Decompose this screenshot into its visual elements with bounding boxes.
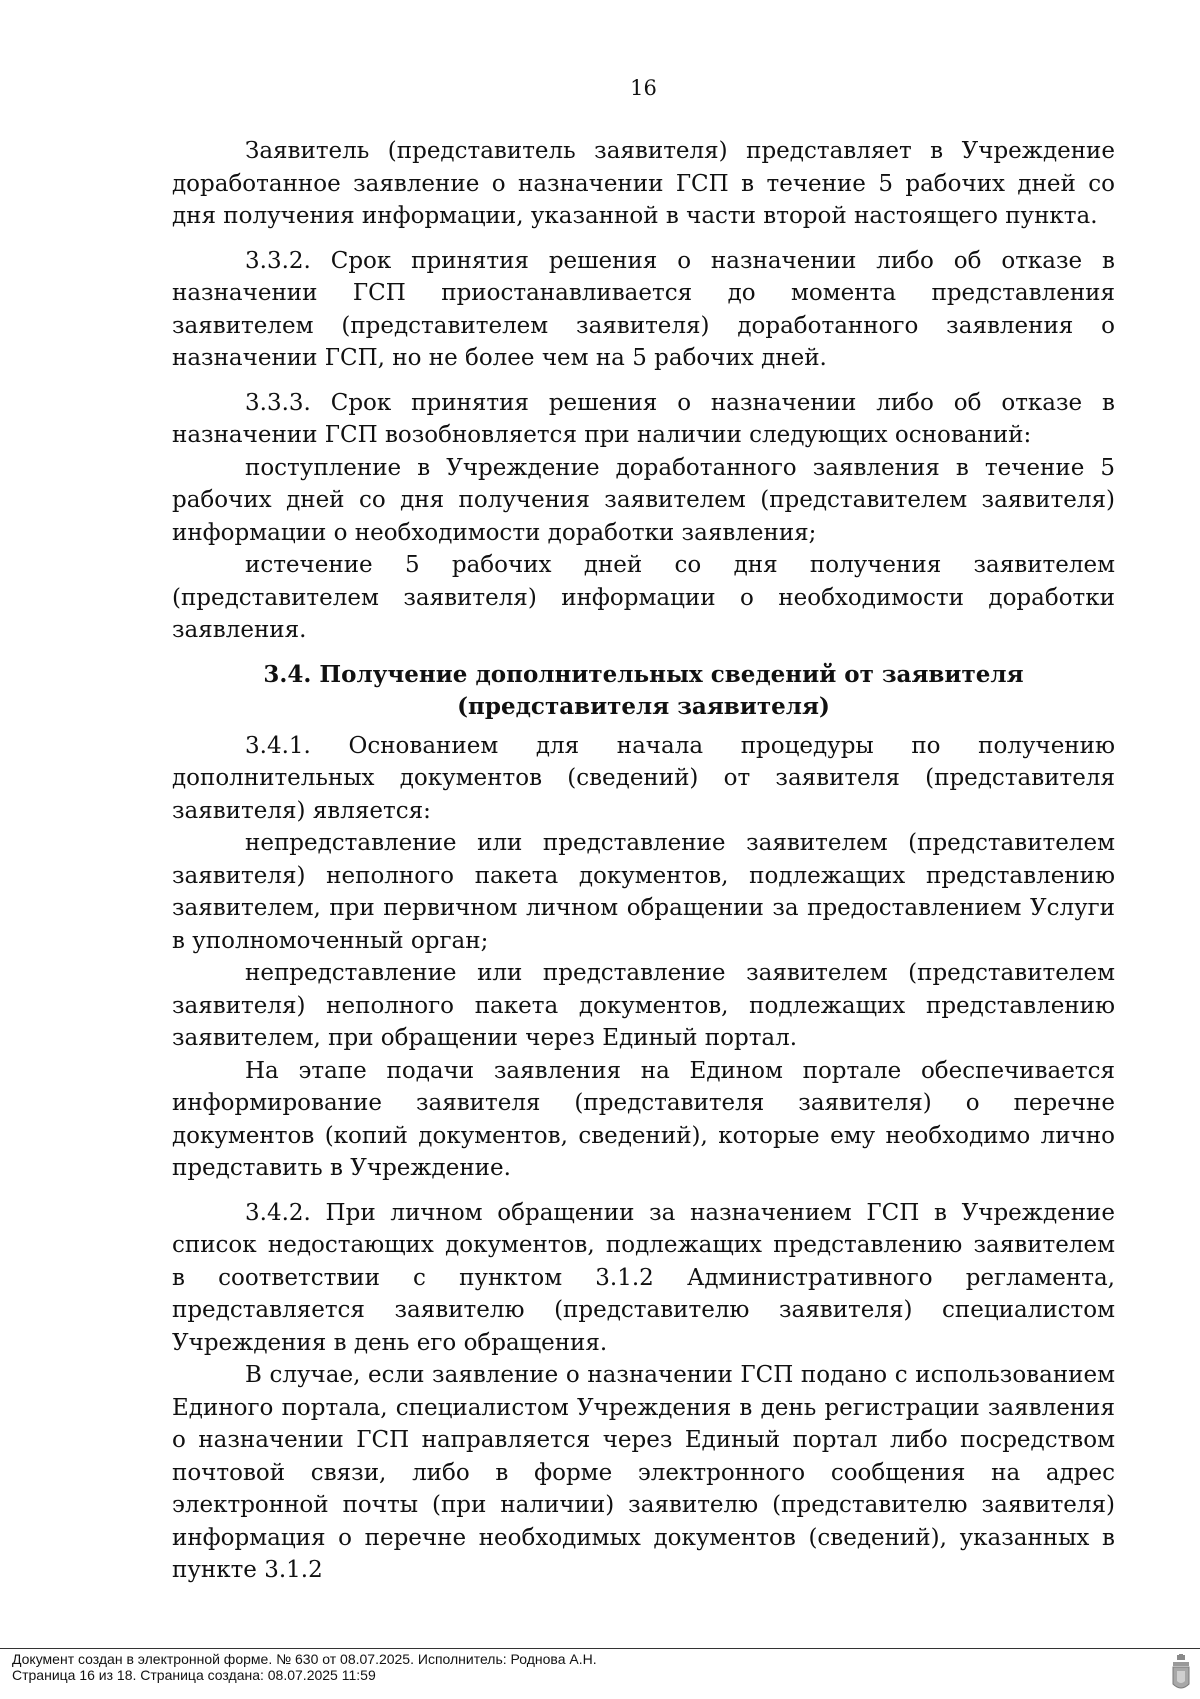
coat-of-arms-icon <box>1170 1654 1192 1694</box>
footer-text <box>12 1651 597 1683</box>
paragraph-portal-case: В случае, если заявление о назначении ГСП подано с использованием Единого портала, специалистом Учреждения в день регистрации заявления о назначении ГСП направляется через Единый портал либо посредством почтовой связи, либо в форме электронного сообщения на адрес электронной почты (при наличии) заявителю (представителю заявителя) информация о перечне необходимых документов (сведений), указанных в пункте 3.1.2 <box>172 1362 1115 1583</box>
paragraph-ground-receipt: поступление в Учреждение доработанного заявления в течение 5 рабочих дней со дня получения заявителем (представителем заявителя) информации о необходимости доработки заявления; <box>172 454 1115 546</box>
section-heading-3-4: 3.4. Получение дополнительных сведений от заявителя (представителя заявителя) <box>263 660 1024 720</box>
paragraph-case-portal: непредставление или представление заявителем (представителем заявителя) неполного пакета документов, подлежащих представлению заявителем, при обращении через Единый портал. <box>172 960 1115 1051</box>
document-footer <box>0 1648 1200 1699</box>
paragraph-portal-informing: На этапе подачи заявления на Едином портале обеспечивается информирование заявителя (представителя заявителя) о перечне документов (копий документов, сведений), которые ему необходимо лично представить в Учреждение. <box>172 1057 1115 1181</box>
page-number: 16 <box>630 76 657 100</box>
paragraph-3-3-2: 3.3.2. Срок принятия решения о назначении либо об отказе в назначении ГСП приостанавливается до момента представления заявителем (представителем заявителя) доработанного заявления о назначении ГСП, но не более чем на 5 рабочих дней. <box>172 247 1115 371</box>
footer-page-info: Страница 16 из 18. Страница создана: 08.07.2025 11:59 <box>12 1667 376 1683</box>
footer-document-info: Документ создан в электронной форме. № 630 от 08.07.2025. Исполнитель: Роднова А.Н. <box>12 1651 597 1667</box>
paragraph-3-4-1: 3.4.1. Основанием для начала процедуры по получению дополнительных документов (сведений) от заявителя (представителя заявителя) является: <box>172 732 1115 824</box>
paragraph-3-4-2: 3.4.2. При личном обращении за назначением ГСП в Учреждение список недостающих документов, подлежащих представлению заявителем в соответствии с пунктом 3.1.2 Административного регламента, представляется заявителю (представителю заявителя) специалистом Учреждения в день его обращения. <box>172 1199 1115 1356</box>
paragraph-ground-expiry: истечение 5 рабочих дней со дня получения заявителем (представителем заявителя) информации о необходимости доработки заявления. <box>172 552 1115 643</box>
document-body <box>172 135 1115 1587</box>
paragraph-applicant-submission: Заявитель (представитель заявителя) представляет в Учреждение доработанное заявление о назначении ГСП в течение 5 рабочих дней со дня получения информации, указанной в части второй настоящего пункта. <box>172 138 1115 229</box>
paragraph-3-3-3: 3.3.3. Срок принятия решения о назначении либо об отказе в назначении ГСП возобновляется при наличии следующих оснований: <box>172 389 1115 448</box>
paragraph-case-first-visit: непредставление или представление заявителем (представителем заявителя) неполного пакета документов, подлежащих представлению заявителем, при первичном личном обращении за предоставлением Услуги в уполномоченный орган; <box>172 830 1115 954</box>
